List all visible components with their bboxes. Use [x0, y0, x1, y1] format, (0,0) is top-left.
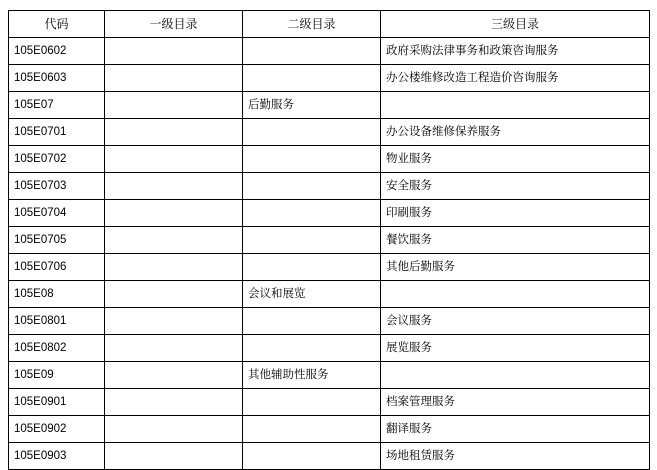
cell-code: 105E0902 — [9, 416, 105, 443]
cell-level2 — [243, 173, 381, 200]
cell-level1 — [105, 119, 243, 146]
cell-level2 — [243, 200, 381, 227]
cell-level2 — [243, 65, 381, 92]
cell-level2 — [243, 119, 381, 146]
cell-level3: 安全服务 — [381, 173, 650, 200]
cell-code: 105E0706 — [9, 254, 105, 281]
cell-level2: 其他辅助性服务 — [243, 362, 381, 389]
cell-code: 105E08 — [9, 281, 105, 308]
cell-level2: 后勤服务 — [243, 92, 381, 119]
cell-level3 — [381, 281, 650, 308]
table-row — [9, 92, 650, 119]
cell-code: 105E0701 — [9, 119, 105, 146]
table-row — [9, 227, 650, 254]
cell-level1 — [105, 173, 243, 200]
cell-level2 — [243, 335, 381, 362]
column-header-level1: 一级目录 — [105, 11, 243, 38]
cell-level1 — [105, 38, 243, 65]
cell-level3: 物业服务 — [381, 146, 650, 173]
cell-code: 105E0901 — [9, 389, 105, 416]
cell-level3 — [381, 92, 650, 119]
table-row — [9, 281, 650, 308]
table-row — [9, 173, 650, 200]
cell-code: 105E0602 — [9, 38, 105, 65]
cell-code: 105E0704 — [9, 200, 105, 227]
cell-level3: 展览服务 — [381, 335, 650, 362]
cell-level2 — [243, 308, 381, 335]
column-header-level3: 三级目录 — [381, 11, 650, 38]
cell-level3: 场地租赁服务 — [381, 443, 650, 470]
table-row — [9, 389, 650, 416]
table-header-row — [9, 11, 650, 38]
cell-level3: 餐饮服务 — [381, 227, 650, 254]
cell-level1 — [105, 335, 243, 362]
table-row — [9, 146, 650, 173]
cell-level3: 办公楼维修改造工程造价咨询服务 — [381, 65, 650, 92]
table-row — [9, 65, 650, 92]
cell-level2: 会议和展览 — [243, 281, 381, 308]
cell-level1 — [105, 254, 243, 281]
cell-code: 105E0801 — [9, 308, 105, 335]
cell-code: 105E09 — [9, 362, 105, 389]
table-row — [9, 362, 650, 389]
table-row — [9, 254, 650, 281]
cell-code: 105E0703 — [9, 173, 105, 200]
cell-level2 — [243, 38, 381, 65]
cell-code: 105E0903 — [9, 443, 105, 470]
cell-level1 — [105, 146, 243, 173]
cell-level2 — [243, 227, 381, 254]
cell-level1 — [105, 308, 243, 335]
table-row — [9, 119, 650, 146]
cell-code: 105E0603 — [9, 65, 105, 92]
cell-code: 105E0702 — [9, 146, 105, 173]
table-row — [9, 416, 650, 443]
column-header-code: 代码 — [9, 11, 105, 38]
table-row — [9, 335, 650, 362]
table-row — [9, 200, 650, 227]
cell-code: 105E07 — [9, 92, 105, 119]
cell-level3: 会议服务 — [381, 308, 650, 335]
cell-level1 — [105, 65, 243, 92]
table-row — [9, 38, 650, 65]
cell-level1 — [105, 416, 243, 443]
cell-level3 — [381, 362, 650, 389]
column-header-level2: 二级目录 — [243, 11, 381, 38]
cell-level2 — [243, 416, 381, 443]
cell-level1 — [105, 362, 243, 389]
catalog-table — [8, 10, 650, 470]
cell-code: 105E0802 — [9, 335, 105, 362]
cell-code: 105E0705 — [9, 227, 105, 254]
cell-level2 — [243, 389, 381, 416]
cell-level1 — [105, 92, 243, 119]
cell-level3: 办公设备维修保养服务 — [381, 119, 650, 146]
cell-level3: 印刷服务 — [381, 200, 650, 227]
cell-level1 — [105, 389, 243, 416]
cell-level3: 政府采购法律事务和政策咨询服务 — [381, 38, 650, 65]
cell-level3: 翻译服务 — [381, 416, 650, 443]
table-row — [9, 308, 650, 335]
cell-level3: 其他后勤服务 — [381, 254, 650, 281]
cell-level1 — [105, 281, 243, 308]
table-body — [9, 38, 650, 470]
cell-level1 — [105, 227, 243, 254]
table-header — [9, 11, 650, 38]
cell-level1 — [105, 200, 243, 227]
cell-level2 — [243, 254, 381, 281]
cell-level3: 档案管理服务 — [381, 389, 650, 416]
cell-level2 — [243, 146, 381, 173]
